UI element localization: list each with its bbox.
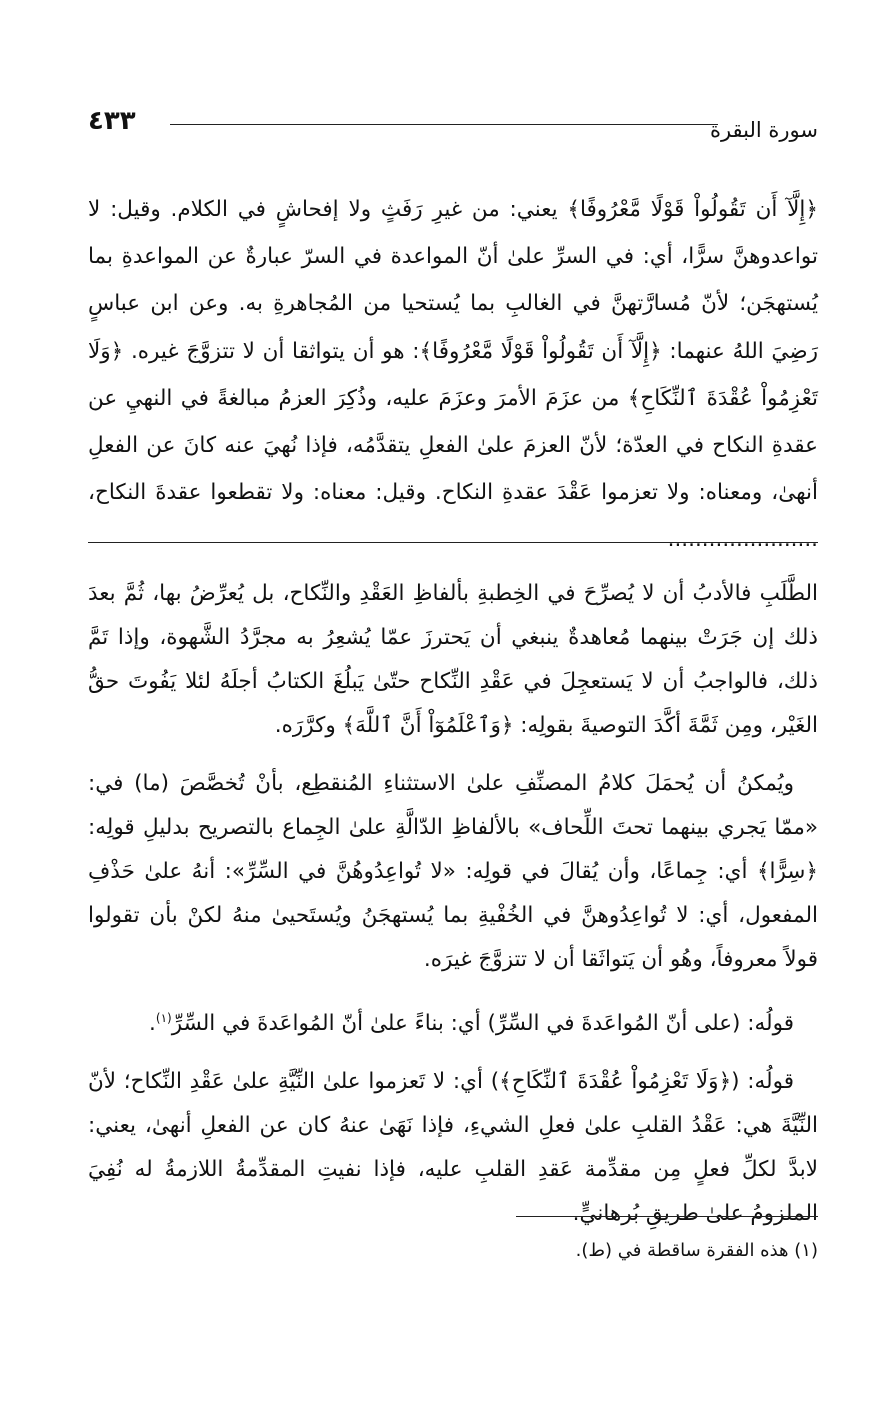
footnote: (١) هذه الفقرة ساقطة في (ط).: [575, 1240, 818, 1261]
running-header: [88, 106, 818, 152]
page-number: ٤٣٣: [88, 106, 136, 136]
surah-title: سورة البقرة: [709, 118, 818, 142]
header-rule: [170, 124, 718, 125]
section-divider: [88, 542, 818, 543]
commentary: [88, 572, 818, 1250]
commentary-paragraph-3-text: قولُه: (على أنّ المُواعَدةَ في السِّرِّ) أي: بناءً علىٰ أنّ المُواعَدةَ في السِّرِّ: [171, 1011, 794, 1037]
footnote-reference[interactable]: (١): [155, 1011, 172, 1025]
commentary-paragraph-3: قولُه: (على أنّ المُواعَدةَ في السِّرِّ) أي: بناءً علىٰ أنّ المُواعَدةَ في السِّرِّ$^{(١)}$.: [149, 1011, 794, 1037]
commentary-paragraph-4: قولُه: (﴿وَلَا تَعْزِمُواْ عُقْدَةَ ٱلنِّكَاحِ﴾) أي: لا تَعزموا علىٰ النِّيَّةِ علىٰ عَقْدِ النِّكاح؛ لأنّ النِّيَّةَ هي: عَقْدُ القلبِ علىٰ فعلِ الشيءِ، فإذا نَهَىٰ عنهُ كان عن الفعلِ أنهىٰ، يعني: لابدَّ لكلِّ فعلٍ مِن مقدِّمة عَقدِ القلبِ عليه، فإذا نفيتِ المقدِّمةُ اللازمةُ له نُفِيَ الملزومُ علىٰ طريقِ بُرهانيٍّ.: [88, 1069, 818, 1227]
footnote-rule: [516, 1216, 818, 1217]
main-text: [88, 186, 818, 564]
main-paragraph: ﴿إِلَّآ أَن تَقُولُواْ قَوْلًا مَّعْرُوفًا﴾ يعني: من غيرِ رَفَثٍ ولا إفحاشٍ في الكلام. وقيل: لا تواعدوهنَّ سرًّا، أي: في السرِّ علىٰ أنّ المواعدة في السرّ عبارةٌ عن المواعدةِ بما يُستهجَن؛ لأنّ مُسارَّتهنَّ في الغالبِ بما يُستحيا من المُجاهرةِ به. وعن ابن عباسٍ رَضِيَ اللهُ عنهما: ﴿إِلَّآ أَن تَقُولُواْ قَوْلًا مَّعْرُوفًا﴾: هو أن يتواثقا أن لا تتزوَّجَ غيره. ﴿وَلَا تَعْزِمُواْ عُقْدَةَ ٱلنِّكَاحِ﴾ من عزَمَ الأمرَ وعزَمَ عليه، وذُكِرَ العزمُ مبالغةً في النهيِ عن عقدةِ النكاح في العدّة؛ لأنّ العزمَ علىٰ الفعلِ يتقدَّمُه، فإذا نُهيَ عنه كانَ عن الفعلِ أنهىٰ، ومعناه: ولا تعزموا عَقْدَ عقدةِ النكاح. وقيل: معناه: ولا تقطعوا عقدةَ النكاح، ......................: [88, 197, 818, 553]
commentary-paragraph-1: الطَّلَبِ فالأدبُ أن لا يُصرِّحَ في الخِطبةِ بألفاظِ العَقْدِ والنِّكاح، بل يُعرِّضُ بها، ثُمَّ بعدَ ذلك إن جَرَتْ بينهما مُعاهدةٌ ينبغي أن يَحترزَ عمّا يُشعِرُ به مجرَّدُ الشَّهوة، وإذا تَمَّ ذلك، فالواجبُ أن لا يَستعجِلَ في عَقْدِ النِّكاح حتّىٰ يَبلُغَ الكتابُ أجلَهُ لئلا يَفُوتَ حقُّ الغَيْر، ومِن ثَمَّةَ أكَّدَ التوصيةَ بقولِه: ﴿وَٱعْلَمُوٓاْ أَنَّ ٱللَّهَ﴾ وكرَّرَه.: [88, 581, 818, 738]
commentary-paragraph-2: ويُمكنُ أن يُحمَلَ كلامُ المصنِّفِ علىٰ الاستثناءِ المُنقطِع، بأنْ تُخصَّصَ (ما) في: «ممّا يَجري بينهما تحتَ اللِّحاف» بالألفاظِ الدّالَّةِ علىٰ الجِماع بالتصريح بدليلِ قولِه: ﴿سِرًّا﴾ أي: جِماعًا، وأن يُقالَ في قولِه: «لا تُواعِدُوهُنَّ في السِّرِّ»: أنهُ علىٰ حَذْفِ المفعول، أي: لا تُواعِدُوهنَّ في الخُفْيةِ بما يُستهجَنُ ويُستَحيىٰ منهُ لكنْ بأن تقولوا قولاً معروفاً، وهُو أن يَتواثَقا أن لا تتزوَّجَ غيرَه.: [88, 771, 818, 972]
